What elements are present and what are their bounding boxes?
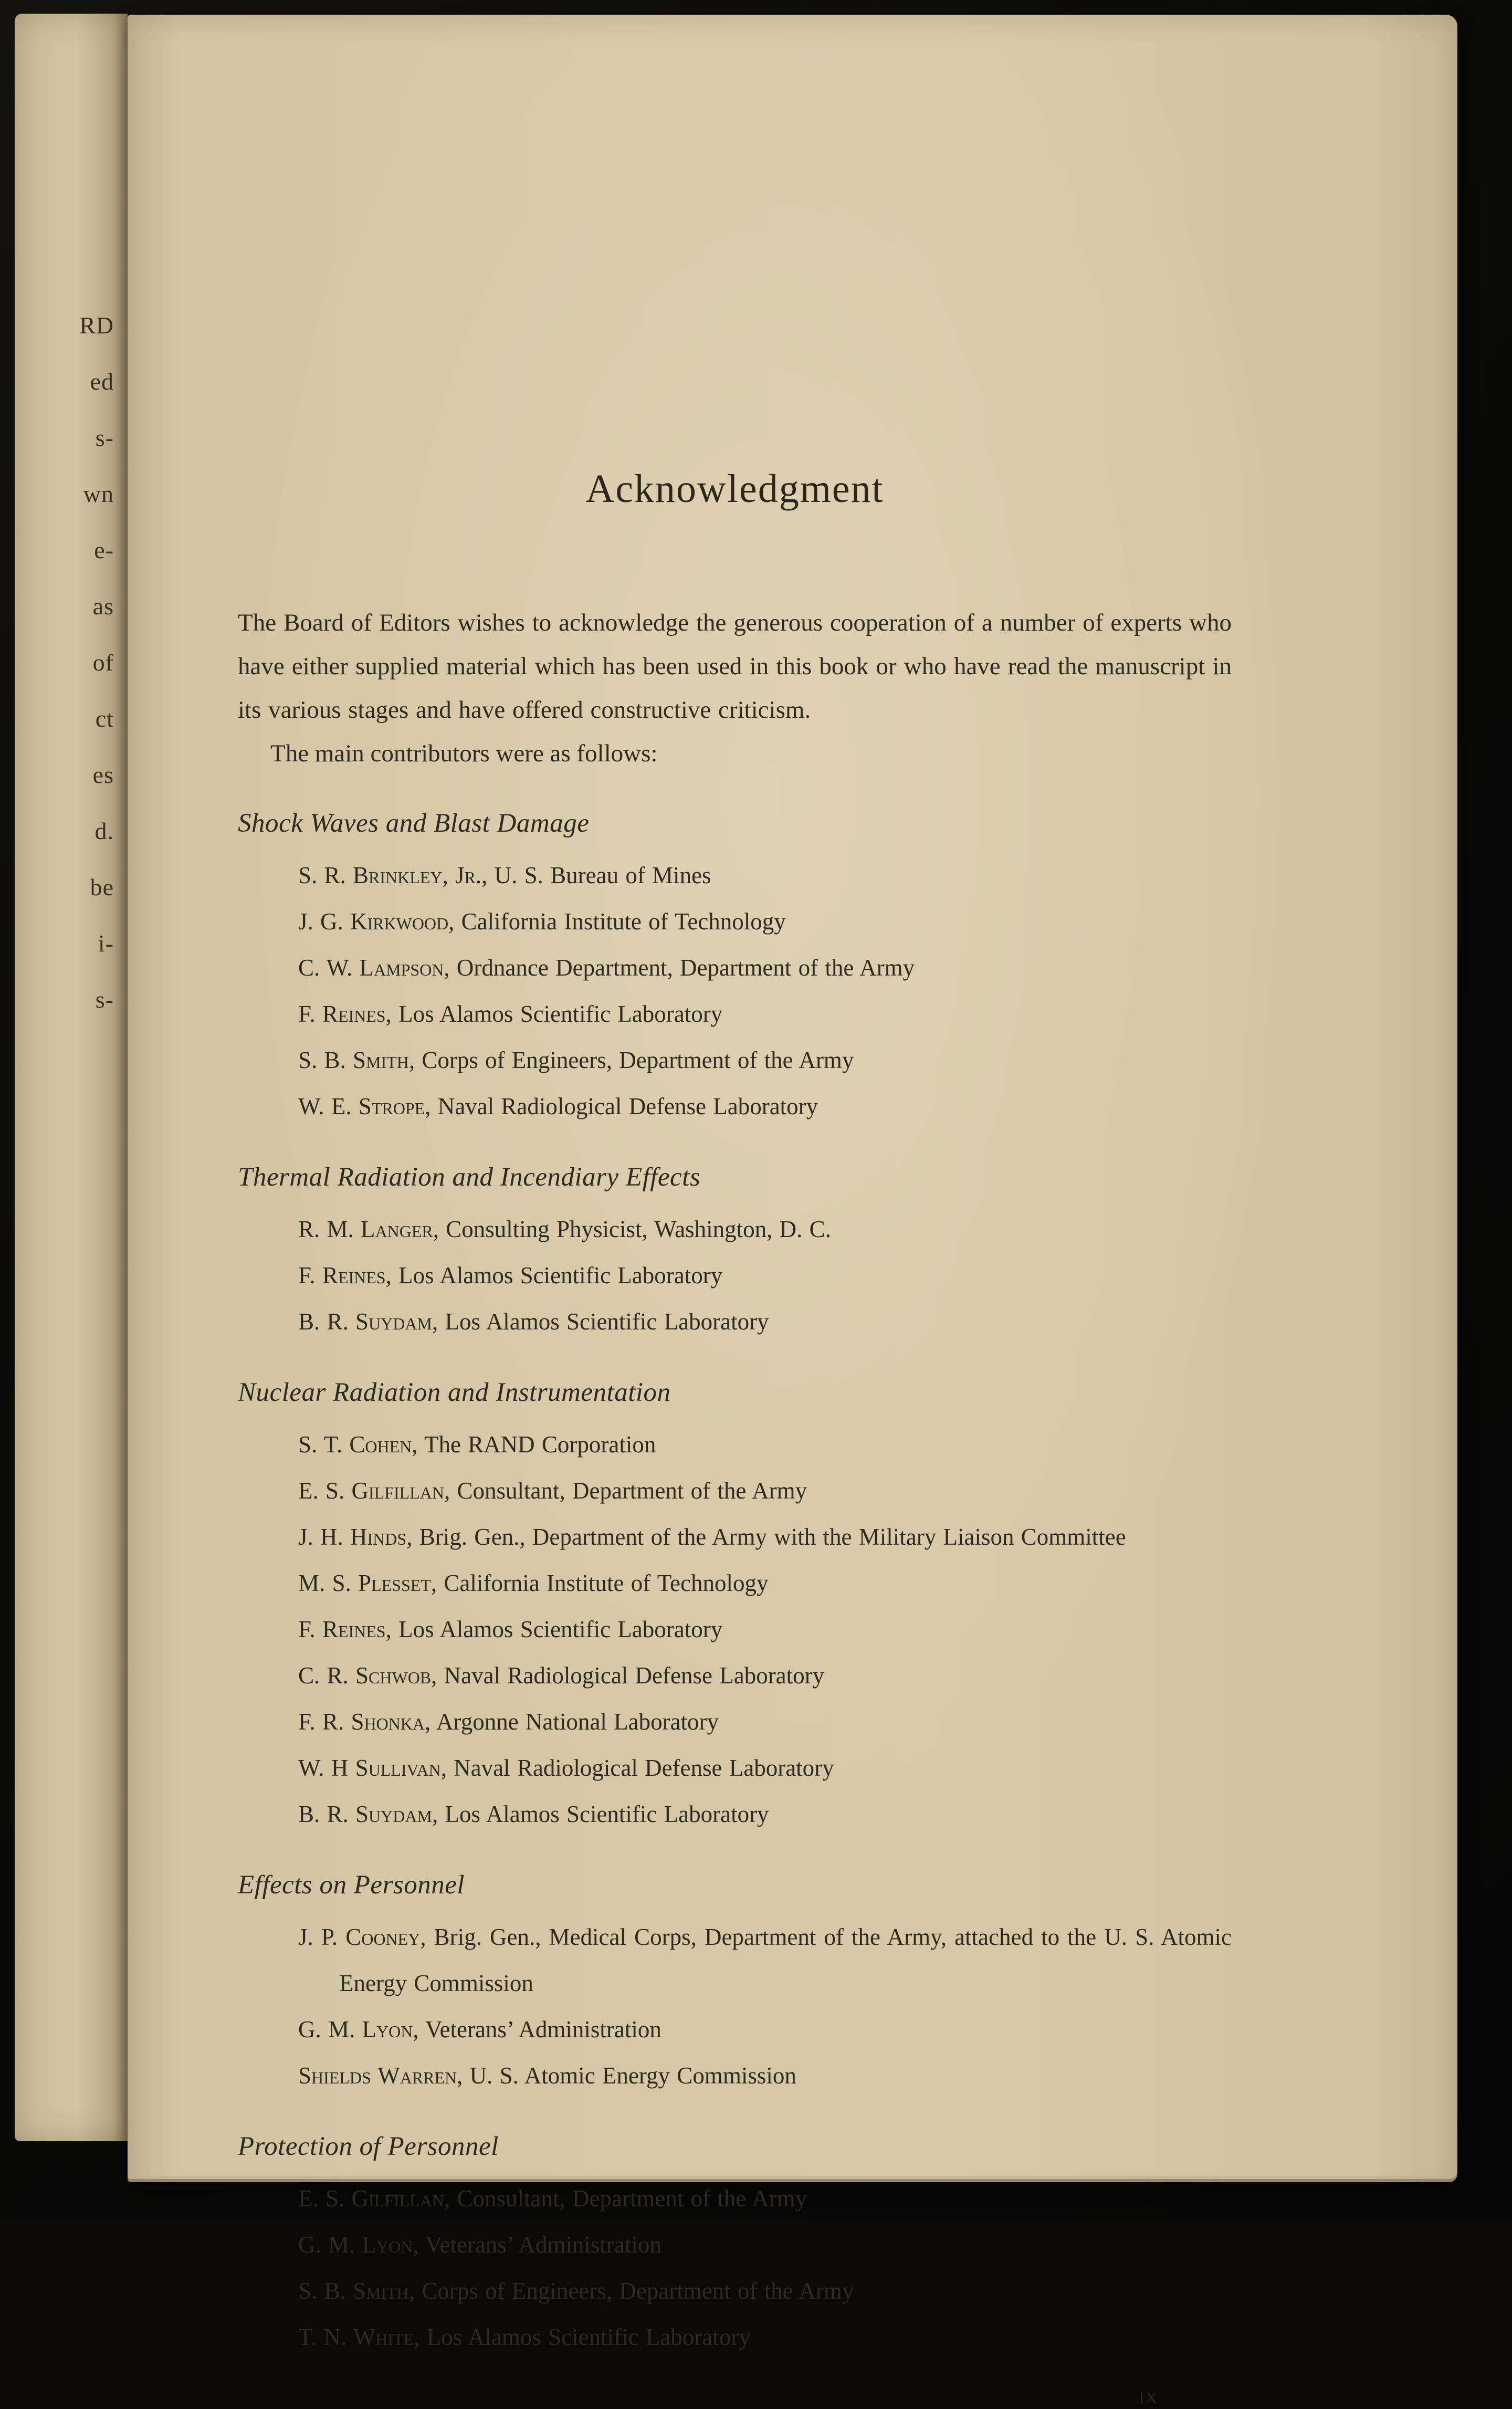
contributor-item bbox=[298, 1514, 1232, 1560]
contributor-name: G. M. Lyon bbox=[298, 2232, 413, 2258]
previous-page-text-fragments bbox=[79, 297, 114, 1028]
text-fragment: d. bbox=[94, 818, 114, 844]
contributor-affiliation: , Los Alamos Scientific Laboratory bbox=[385, 1262, 723, 1289]
contributor-list bbox=[298, 1421, 1232, 1837]
contributor-name: R. M. Langer bbox=[298, 1216, 433, 1242]
contributor-list bbox=[298, 852, 1232, 1129]
section-title: Shock Waves and Blast Damage bbox=[238, 809, 590, 838]
contributor-affiliation: , U. S. Bureau of Mines bbox=[481, 862, 711, 888]
contributor-item bbox=[298, 2314, 1232, 2360]
text-fragment: s- bbox=[95, 986, 114, 1013]
contributor-affiliation: , Naval Radiological Defense Laboratory bbox=[425, 1093, 818, 1119]
contributor-affiliation: , Brig. Gen., Department of the Army with the Military Liaison Committee bbox=[406, 1524, 1126, 1550]
contributors-intro: The main contributors were as follows: bbox=[270, 740, 658, 767]
text-fragment: RD bbox=[79, 312, 114, 339]
contributor-name: J. H. Hinds bbox=[298, 1524, 407, 1550]
contributor-affiliation: , Naval Radiological Defense Laboratory bbox=[440, 1755, 834, 1781]
contributor-item bbox=[298, 1421, 1232, 1468]
text-fragment: ed bbox=[90, 368, 114, 395]
section-title: Effects on Personnel bbox=[238, 1870, 465, 1900]
contributor-item bbox=[298, 852, 1232, 898]
contributor-item bbox=[298, 1914, 1232, 2006]
text-fragment: of bbox=[92, 649, 114, 676]
contributor-name: B. R. Suydam bbox=[298, 1308, 432, 1335]
contributor-name: B. R. Suydam bbox=[298, 1801, 432, 1827]
contributor-item bbox=[298, 1037, 1232, 1083]
text-fragment: es bbox=[92, 761, 114, 788]
contributor-item bbox=[298, 2052, 1232, 2099]
previous-page-edge bbox=[15, 14, 128, 2141]
text-fragment: be bbox=[90, 874, 114, 900]
text-fragment: i- bbox=[98, 930, 114, 957]
contributor-affiliation: , Los Alamos Scientific Laboratory bbox=[432, 1801, 769, 1827]
text-fragment: e- bbox=[94, 537, 114, 563]
contributor-list bbox=[298, 2175, 1232, 2360]
contributor-affiliation: , Los Alamos Scientific Laboratory bbox=[385, 1616, 723, 1642]
contributor-sections bbox=[238, 808, 1232, 2360]
contributor-affiliation: , Consultant, Department of the Army bbox=[444, 2185, 807, 2212]
contributor-name: G. M. Lyon bbox=[298, 2016, 413, 2043]
contributor-list bbox=[298, 1206, 1232, 1345]
contributor-item bbox=[298, 1206, 1232, 1252]
contributor-name: F. Reines bbox=[298, 1262, 386, 1289]
contributor-item bbox=[298, 1699, 1232, 1745]
text-fragment: s- bbox=[95, 424, 114, 451]
contributor-item bbox=[298, 1468, 1232, 1514]
contributor-affiliation: , Corps of Engineers, Department of the Army bbox=[408, 1047, 854, 1073]
contributor-name: J. G. Kirkwood bbox=[298, 908, 449, 935]
contributor-name: W. H Sullivan bbox=[298, 1755, 441, 1781]
contributor-item bbox=[298, 1298, 1232, 1345]
contributor-name: E. S. Gilfillan bbox=[298, 2185, 444, 2212]
contributor-name: M. S. Plesset bbox=[298, 1570, 431, 1596]
contributor-list bbox=[298, 1914, 1232, 2099]
page-title: Acknowledgment bbox=[585, 467, 884, 511]
contributor-name: W. E. Strope bbox=[298, 1093, 425, 1119]
contributor-affiliation: , U. S. Atomic Energy Commission bbox=[457, 2062, 796, 2089]
contributor-item bbox=[298, 991, 1232, 1037]
contributor-affiliation: , Los Alamos Scientific Laboratory bbox=[414, 2324, 751, 2350]
section-title: Thermal Radiation and Incendiary Effects bbox=[238, 1162, 701, 1192]
contributor-affiliation: , The RAND Corporation bbox=[412, 1431, 656, 1458]
page-number: ix bbox=[1139, 2383, 1158, 2408]
contributor-name: C. W. Lampson bbox=[298, 955, 444, 981]
section-title: Protection of Personnel bbox=[238, 2132, 499, 2161]
contributor-name: J. P. Cooney bbox=[298, 1924, 421, 1950]
contributor-affiliation: , Ordnance Department, Department of the Army bbox=[444, 955, 915, 981]
contributor-item bbox=[298, 1652, 1232, 1699]
contributor-item bbox=[298, 2006, 1232, 2052]
contributor-item bbox=[298, 2268, 1232, 2314]
contributor-item bbox=[298, 2222, 1232, 2268]
contributor-item bbox=[298, 1560, 1232, 1606]
contributor-affiliation: , Los Alamos Scientific Laboratory bbox=[385, 1001, 723, 1027]
contributor-name: S. R. Brinkley, Jr. bbox=[298, 862, 482, 888]
contributor-affiliation: , California Institute of Technology bbox=[448, 908, 786, 935]
contributor-item bbox=[298, 2175, 1232, 2222]
contributor-item bbox=[298, 1606, 1232, 1652]
contributor-affiliation: , Los Alamos Scientific Laboratory bbox=[432, 1308, 769, 1335]
contributor-name: Shields Warren bbox=[298, 2062, 457, 2089]
contributor-item bbox=[298, 1083, 1232, 1129]
contributor-item bbox=[298, 1791, 1232, 1837]
contributor-name: S. B. Smith bbox=[298, 2278, 409, 2304]
contributor-name: F. Reines bbox=[298, 1001, 386, 1027]
contributor-name: S. B. Smith bbox=[298, 1047, 409, 1073]
text-fragment: wn bbox=[83, 480, 114, 507]
text-fragment: ct bbox=[95, 705, 114, 732]
acknowledgment-paragraph: The Board of Editors wishes to acknowledge the generous cooperation of a number of experts who have either supplied material which has been used in this book or who have read the manuscript in its various stages and have offered constructive criticism. bbox=[238, 609, 1232, 724]
book-page bbox=[128, 15, 1457, 2408]
contributor-name: F. R. Shonka bbox=[298, 1709, 425, 1735]
contributor-name: T. N. White bbox=[298, 2324, 414, 2350]
contributor-name: F. Reines bbox=[298, 1616, 386, 1642]
contributor-affiliation: , Naval Radiological Defense Laboratory bbox=[431, 1662, 825, 1689]
contributor-item bbox=[298, 945, 1232, 991]
contributor-affiliation: , Veterans’ Administration bbox=[413, 2232, 662, 2258]
section-title: Nuclear Radiation and Instrumentation bbox=[238, 1378, 671, 1407]
contributor-item bbox=[298, 898, 1232, 945]
contributor-name: E. S. Gilfillan bbox=[298, 1478, 444, 1504]
text-fragment: as bbox=[92, 593, 114, 620]
contributor-affiliation: , Consultant, Department of the Army bbox=[444, 1478, 807, 1504]
contributor-affiliation: , California Institute of Technology bbox=[430, 1570, 769, 1596]
contributor-affiliation: , Veterans’ Administration bbox=[413, 2016, 662, 2043]
contributor-name: C. R. Schwob bbox=[298, 1662, 432, 1689]
contributor-item bbox=[298, 1745, 1232, 1791]
contributor-item bbox=[298, 1252, 1232, 1298]
contributor-name: S. T. Cohen bbox=[298, 1431, 412, 1458]
contributor-affiliation: , Argonne National Laboratory bbox=[425, 1709, 719, 1735]
contributor-affiliation: , Corps of Engineers, Department of the Army bbox=[408, 2278, 854, 2304]
contributor-affiliation: , Consulting Physicist, Washington, D. C. bbox=[433, 1216, 831, 1242]
contributor-affiliation: , Brig. Gen., Medical Corps, Department of the Army, attached to the U. S. Atomic Energy Commission bbox=[339, 1924, 1232, 1996]
